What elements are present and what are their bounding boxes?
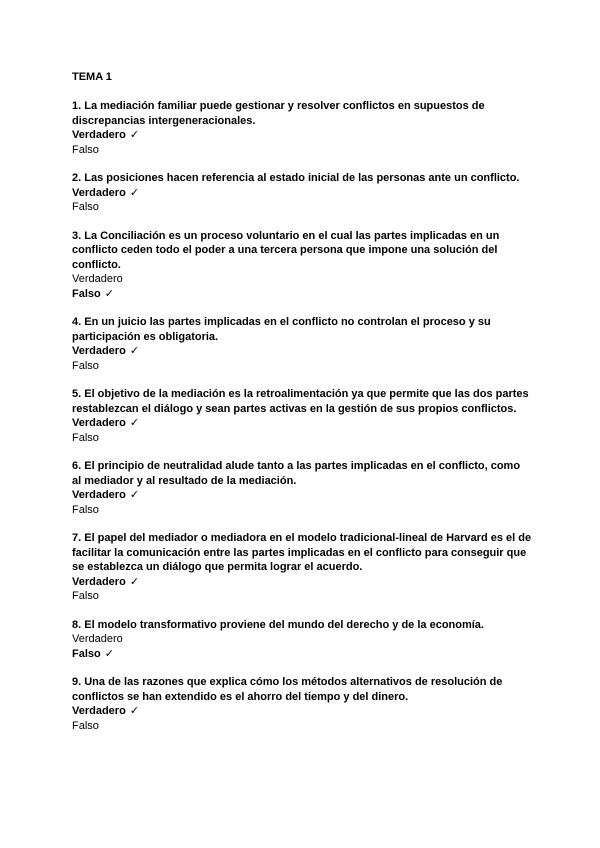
answer-option-label: Falso <box>72 287 101 300</box>
answer-option-label: Falso <box>72 143 99 156</box>
answer-option-verdadero <box>72 272 532 287</box>
check-mark-icon: ✓ <box>104 647 114 660</box>
answer-option-label: Falso <box>72 201 99 213</box>
answer-option-label: Verdadero <box>72 417 126 429</box>
question-9 <box>72 675 532 733</box>
question-text: 6. El principio de neutralidad alude tanto a las partes implicadas en el conflicto, como al mediador y al resultado de la mediación. <box>72 460 521 487</box>
answer-option-label: Falso <box>72 359 99 372</box>
answer-option-verdadero <box>72 416 532 431</box>
question-text: 7. El papel del mediador o mediadora en el modelo tradicional-lineal de Harvard es el de facilitar la comunicación entre las partes implicadas en el conflicto para conseguir que se establezca un diálogo que permita lograr el acuerdo. <box>72 532 532 573</box>
answer-option-label: Verdadero <box>72 186 126 199</box>
check-mark-icon: ✓ <box>129 575 140 588</box>
check-mark-icon: ✓ <box>129 186 140 199</box>
answer-option-falso <box>72 143 532 158</box>
question-5 <box>72 387 532 445</box>
answer-option-label: Verdadero <box>72 705 126 717</box>
check-mark-icon: ✓ <box>129 345 140 357</box>
answer-option-label: Verdadero <box>72 129 126 141</box>
answer-option-verdadero <box>72 128 532 143</box>
check-mark-icon: ✓ <box>104 287 114 300</box>
check-mark-icon: ✓ <box>129 489 140 501</box>
answer-option-label: Verdadero <box>72 345 126 357</box>
document-page <box>72 70 532 747</box>
question-text: 8. El modelo transformativo proviene del mundo del derecho y de la economía. <box>72 618 484 631</box>
question-text: 1. La mediación familiar puede gestionar y resolver conflictos en supuestos de discrepancias intergeneracionales. <box>72 100 485 127</box>
answer-option-falso <box>72 431 532 446</box>
answer-option-falso <box>72 719 532 734</box>
answer-option-label: Verdadero <box>72 575 126 588</box>
answer-option-label: Falso <box>72 503 99 516</box>
question-1 <box>72 99 532 157</box>
question-text: 3. La Conciliación es un proceso voluntario en el cual las partes implicadas en un conflicto ceden todo el poder a una tercera persona que impone una solución del conflicto. <box>72 229 500 271</box>
question-6 <box>72 459 532 517</box>
question-text: 4. En un juicio las partes implicadas en el conflicto no controlan el proceso y su participación es obligatoria. <box>72 316 491 343</box>
answer-option-falso <box>72 589 532 604</box>
answer-option-label: Falso <box>72 719 99 732</box>
answer-option-label: Falso <box>72 590 99 602</box>
question-7 <box>72 531 532 604</box>
question-text: 2. Las posiciones hacen referencia al estado inicial de las personas ante un conflicto. <box>72 172 520 184</box>
answer-option-falso <box>72 503 532 518</box>
check-mark-icon: ✓ <box>129 705 140 717</box>
answer-option-label: Verdadero <box>72 489 126 501</box>
question-text: 9. Una de las razones que explica cómo los métodos alternativos de resolución de conflictos se han extendido es el ahorro del tiempo y del dinero. <box>72 676 503 703</box>
answer-option-label: Verdadero <box>72 273 123 285</box>
answer-option-falso <box>72 359 532 374</box>
answer-option-verdadero <box>72 575 532 590</box>
answer-option-falso <box>72 287 532 302</box>
answer-option-verdadero <box>72 488 532 503</box>
document-title: TEMA 1 <box>72 71 112 83</box>
answer-option-falso <box>72 647 532 662</box>
question-2 <box>72 171 532 215</box>
answer-option-verdadero <box>72 186 532 201</box>
answer-option-falso <box>72 200 532 215</box>
question-8 <box>72 618 532 662</box>
answer-option-verdadero <box>72 344 532 359</box>
check-mark-icon: ✓ <box>129 129 140 141</box>
question-text: 5. El objetivo de la mediación es la retroalimentación ya que permite que las dos partes restablezcan el diálogo y sean partes activas en la gestión de sus propios conflictos. <box>72 388 529 415</box>
question-4 <box>72 315 532 373</box>
answer-option-label: Falso <box>72 647 101 660</box>
check-mark-icon: ✓ <box>129 417 140 429</box>
answer-option-verdadero <box>72 632 532 647</box>
answer-option-verdadero <box>72 704 532 719</box>
answer-option-label: Falso <box>72 431 99 444</box>
answer-option-label: Verdadero <box>72 633 123 645</box>
question-list <box>72 99 532 733</box>
question-3 <box>72 229 532 302</box>
